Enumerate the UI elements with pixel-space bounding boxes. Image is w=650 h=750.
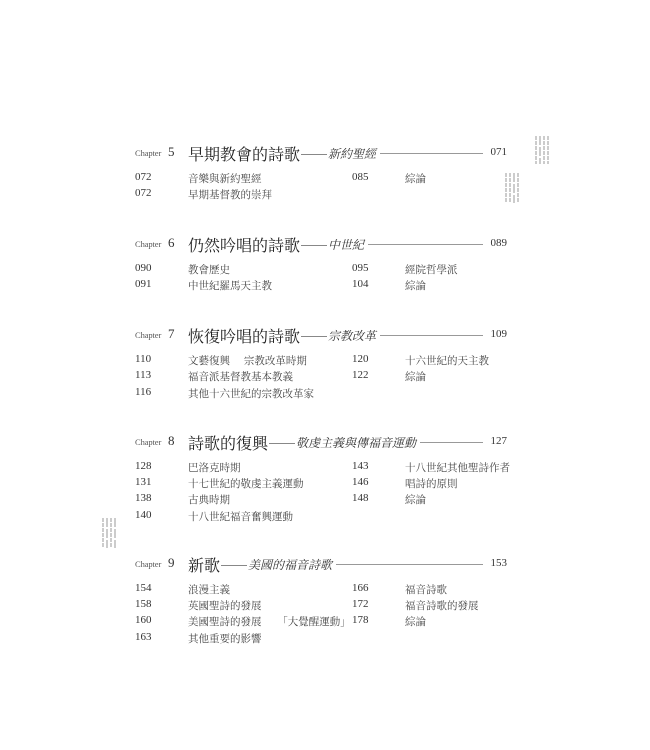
chapter-header [135, 553, 507, 575]
chapter-title-main: 新歌 [188, 558, 221, 575]
entry-page: 091 [135, 278, 152, 290]
entry-title: 福音詩歌的發展 [405, 600, 479, 612]
chapter-5 [135, 142, 507, 201]
chapter-label: Chapter [135, 239, 162, 249]
entry-page: 113 [135, 369, 152, 381]
chapter-8 [135, 431, 510, 523]
entry-title: 經院哲學派 [405, 264, 458, 276]
chapter-subtitle: 新約聖經 [328, 147, 377, 161]
chapter-label: Chapter [135, 559, 162, 569]
chapter-subtitle: 宗教改革 [328, 329, 377, 343]
chapter-subtitle: 美國的福音詩歌 [248, 558, 333, 572]
entry-page: 146 [352, 476, 369, 488]
entry-title: 綜論 [405, 616, 426, 628]
chapter-subtitle: 敬虔主義與傳福音運動 [296, 436, 417, 450]
chapter-title[interactable] [188, 324, 376, 347]
chapter-title-main: 詩歌的復興 [188, 436, 269, 453]
leader-line [380, 335, 483, 336]
chapter-number: 6 [168, 235, 175, 250]
entry-title: 美國聖詩的發展 「大覺醒運動」 [188, 616, 351, 628]
entry-title: 中世紀羅馬天主教 [188, 280, 272, 292]
chapter-6 [135, 233, 507, 292]
entry-title: 巴洛克時期 [188, 462, 241, 474]
entry-page: 128 [135, 460, 152, 472]
chapter-title-main: 仍然吟唱的詩歌 [188, 238, 301, 255]
entry-page: 166 [352, 582, 369, 594]
em-dash [301, 245, 327, 246]
em-dash [269, 443, 295, 444]
entry-title: 英國聖詩的發展 [188, 600, 262, 612]
entry-title: 早期基督教的崇拜 [188, 189, 272, 201]
chapter-header [135, 233, 507, 255]
hexagram-icon [505, 173, 519, 203]
chapter-number: 8 [168, 433, 175, 448]
em-dash [301, 154, 327, 155]
entry-page: 172 [352, 598, 369, 610]
chapter-header [135, 431, 507, 453]
chapter-page-number: 109 [490, 328, 507, 340]
entry-title: 唱詩的原則 [405, 478, 458, 490]
chapter-subtitle: 中世紀 [328, 238, 365, 252]
entry-page: 160 [135, 614, 152, 626]
leader-line [420, 442, 483, 443]
entry-page: 095 [352, 262, 369, 274]
entry-page: 148 [352, 492, 369, 504]
chapter-9 [135, 553, 507, 645]
chapter-title-main: 早期教會的詩歌 [188, 147, 301, 164]
chapter-label: Chapter [135, 148, 162, 158]
entry-page: 163 [135, 631, 152, 643]
chapter-title[interactable] [188, 233, 364, 256]
chapter-title[interactable] [188, 431, 416, 454]
entry-title: 福音詩歌 [405, 584, 447, 596]
entry-title: 綜論 [405, 173, 426, 185]
chapter-header [135, 142, 507, 164]
entry-page: 143 [352, 460, 369, 472]
entry-page: 154 [135, 582, 152, 594]
entry-title: 綜論 [405, 371, 426, 383]
entry-page: 116 [135, 386, 152, 398]
entry-title: 其他重要的影響 [188, 633, 262, 645]
entry-page: 122 [352, 369, 369, 381]
chapter-page-number: 127 [490, 435, 507, 447]
leader-line [368, 244, 483, 245]
entry-title: 浪漫主義 [188, 584, 230, 596]
entry-page: 140 [135, 509, 152, 521]
entry-title: 教會歷史 [188, 264, 230, 276]
entry-title: 綜論 [405, 280, 426, 292]
chapter-label: Chapter [135, 330, 162, 340]
entry-title: 十七世紀的敬虔主義運動 [188, 478, 304, 490]
entry-title: 綜論 [405, 494, 426, 506]
entry-page: 104 [352, 278, 369, 290]
chapter-title-main: 恢復吟唱的詩歌 [188, 329, 301, 346]
chapter-page-number: 089 [490, 237, 507, 249]
chapter-number: 7 [168, 326, 175, 341]
entry-page: 110 [135, 353, 152, 365]
entry-title: 古典時期 [188, 494, 230, 506]
leader-line [336, 564, 483, 565]
entry-page: 158 [135, 598, 152, 610]
leader-line [380, 153, 483, 154]
entry-page: 072 [135, 171, 152, 183]
entry-title: 文藝復興 宗教改革時期 [188, 355, 307, 367]
em-dash [301, 336, 327, 337]
chapter-label: Chapter [135, 437, 162, 447]
entry-title: 其他十六世紀的宗教改革家 [188, 388, 314, 400]
entry-title: 音樂與新約聖經 [188, 173, 262, 185]
chapter-number: 5 [168, 144, 175, 159]
entry-page: 085 [352, 171, 369, 183]
hexagram-icon [535, 136, 549, 164]
hexagram-icon [102, 518, 116, 548]
chapter-title[interactable] [188, 142, 376, 165]
em-dash [221, 565, 247, 566]
entry-title: 福音派基督教基本教義 [188, 371, 293, 383]
entry-page: 090 [135, 262, 152, 274]
chapter-page-number: 071 [490, 146, 507, 158]
entry-page: 131 [135, 476, 152, 488]
entry-page: 072 [135, 187, 152, 199]
entry-page: 138 [135, 492, 152, 504]
chapter-7 [135, 324, 507, 400]
entry-page: 178 [352, 614, 369, 626]
chapter-header [135, 324, 507, 346]
entry-page: 120 [352, 353, 369, 365]
chapter-number: 9 [168, 555, 175, 570]
chapter-page-number: 153 [490, 557, 507, 569]
entry-title: 十八世紀其他聖詩作者 [405, 462, 510, 474]
entry-title: 十六世紀的天主教 [405, 355, 489, 367]
chapter-title[interactable] [188, 553, 332, 576]
entry-title: 十八世紀福音奮興運動 [188, 511, 293, 523]
